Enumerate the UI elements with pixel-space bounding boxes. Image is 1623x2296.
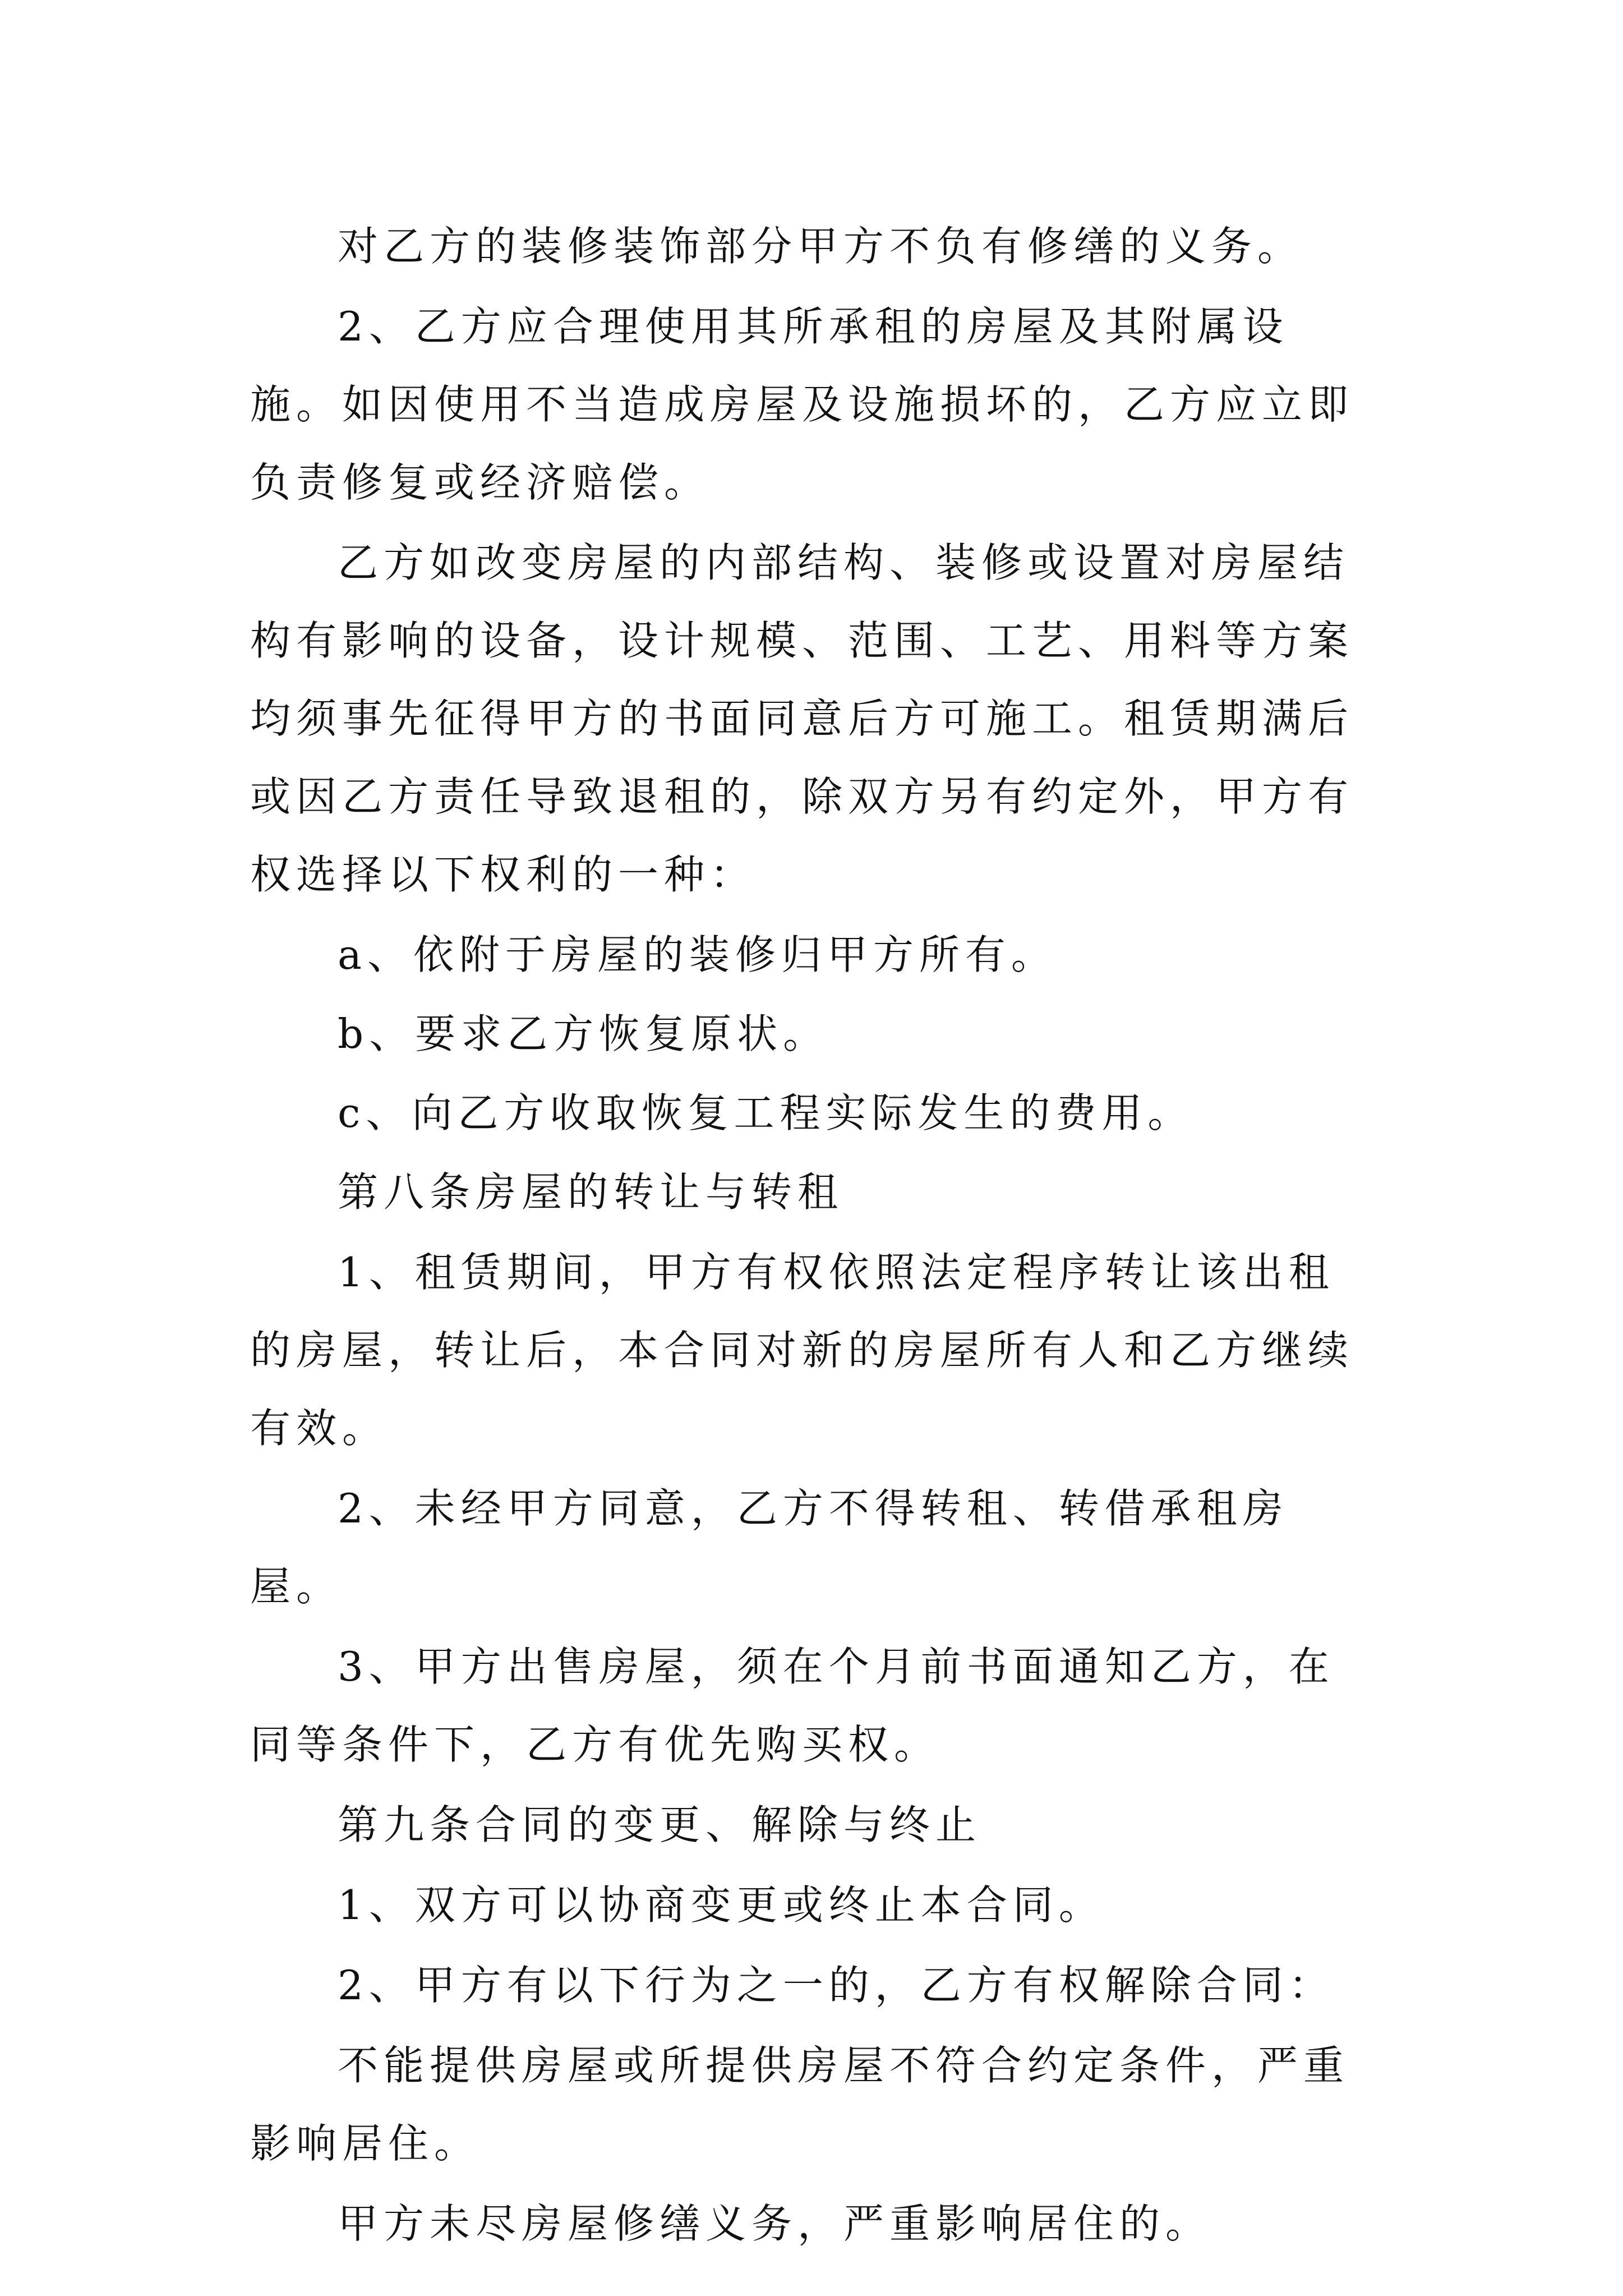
- article-9-clause-2: 2、甲方有以下行为之一的，乙方有权解除合同：: [338, 1962, 1335, 2009]
- condition-2: 甲方未尽房屋修缮义务，严重影响居住的。: [338, 2200, 1212, 2247]
- article-8-heading: 第八条房屋的转让与转租: [338, 1168, 844, 1216]
- article-8-clause-1: 1、租赁期间，甲方有权依照法定程序转让该出租的房屋，转让后，本合同对新的房屋所有人和乙方继续有效。: [250, 1249, 1354, 1452]
- article-8-clause-2: 2、未经甲方同意，乙方不得转租、转借承租房屋。: [250, 1485, 1289, 1610]
- paragraph-1: 对乙方的装修装饰部分甲方不负有修缮的义务。: [338, 223, 1304, 270]
- paragraph-2: 2、乙方应合理使用其所承租的房屋及其附属设施。如因使用不当造成房屋及设施损坏的，乙方应立即负责修复或经济赔偿。: [250, 303, 1354, 506]
- article-9-clause-1: 1、双方可以协商变更或终止本合同。: [338, 1881, 1105, 1929]
- list-item-a: a、依附于房屋的装修归甲方所有。: [338, 931, 1057, 978]
- article-9-heading: 第九条合同的变更、解除与终止: [338, 1801, 982, 1848]
- paragraph-3: 乙方如改变房屋的内部结构、装修或设置对房屋结构有影响的设备，设计规模、范围、工艺、用料等方案均须事先征得甲方的书面同意后方可施工。租赁期满后或因乙方责任导致退租的，除双方另有约定外，甲方有权选择以下权利的一种：: [250, 539, 1354, 898]
- list-item-c: c、向乙方收取恢复工程实际发生的费用。: [338, 1089, 1194, 1137]
- article-8-clause-3: 3、甲方出售房屋，须在个月前书面通知乙方，在同等条件下，乙方有优先购买权。: [250, 1643, 1335, 1768]
- document-body: [250, 208, 1377, 2265]
- condition-1: 不能提供房屋或所提供房屋不符合约定条件，严重影响居住。: [250, 2042, 1350, 2167]
- list-item-b: b、要求乙方恢复原状。: [338, 1010, 829, 1057]
